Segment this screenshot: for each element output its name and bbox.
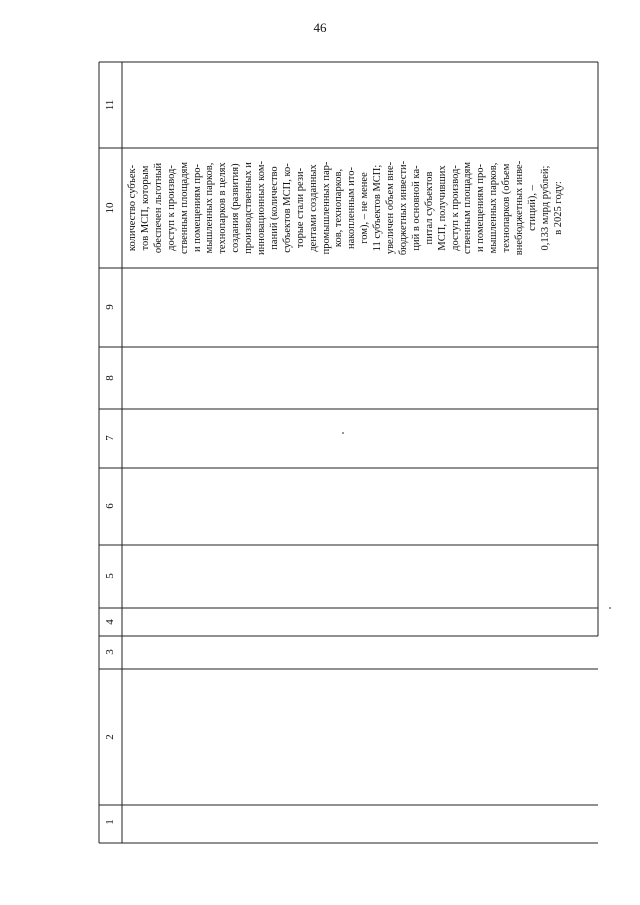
cell-text-line: бюджетных инвести- xyxy=(397,160,409,256)
cell-text-line: доступ к производ- xyxy=(165,165,177,251)
column-10-cell xyxy=(127,150,597,266)
scan-speck xyxy=(609,607,611,609)
cell-text-line: стиций), – xyxy=(526,185,538,231)
cell-text-line: гом), – не менее xyxy=(359,172,371,244)
cell-text-line: ственным площадям xyxy=(462,161,474,255)
column-header-10: 10 xyxy=(104,202,116,214)
cell-text-line: создания (развития) xyxy=(230,163,242,253)
cell-text-line: ков, технопарков, xyxy=(333,168,345,248)
column-header-1: 1 xyxy=(104,819,116,825)
page-number: 46 xyxy=(313,20,327,35)
cell-text-line: внебюджетных инве- xyxy=(514,160,525,256)
cell-text-line: количество субъек- xyxy=(127,164,138,252)
cell-text-line: производственных и xyxy=(243,162,255,254)
cell-text-line: дентами созданных xyxy=(307,164,319,252)
cell-text-line: 11 субъектов МСП; xyxy=(372,164,384,252)
cell-text-line: технопарков (объем xyxy=(501,163,513,253)
column-header-6: 6 xyxy=(104,503,116,509)
cell-text-line: и помещениям про- xyxy=(475,164,487,252)
column-header-4: 4 xyxy=(104,619,116,625)
cell-text-line: и помещениям про- xyxy=(191,164,203,252)
scan-speck xyxy=(342,432,344,434)
cell-text-line: ственным площадям xyxy=(178,161,190,255)
column-header-8: 8 xyxy=(104,375,116,381)
cell-text-line: обеспечен льготный xyxy=(152,162,164,254)
column-header-5: 5 xyxy=(104,573,116,579)
cell-text-line: доступ к производ- xyxy=(449,165,461,251)
cell-text-line: ций в основной ка- xyxy=(410,165,422,251)
cell-text-line: мышленных парков, xyxy=(204,162,216,254)
column-header-2: 2 xyxy=(104,734,116,740)
cell-text-line: инновационных ком- xyxy=(256,161,267,256)
column-header-3: 3 xyxy=(104,649,116,655)
cell-text-line: 0,133 млрд рублей; xyxy=(539,165,551,251)
cell-text-line: в 2025 году: xyxy=(552,181,564,235)
cell-text-line: субъектов МСП, ко- xyxy=(281,163,293,253)
column-header-7: 7 xyxy=(104,435,116,441)
cell-text-line: тов МСП, которым xyxy=(139,165,151,251)
column-header-9: 9 xyxy=(104,304,116,310)
cell-text-line: накопленным ито- xyxy=(346,167,358,249)
column-header-11: 11 xyxy=(104,99,116,111)
cell-text-line: торые стали рези- xyxy=(294,167,306,249)
cell-text-line: мышленных парков, xyxy=(488,162,500,254)
cell-text-line: питал субъектов xyxy=(423,171,435,245)
cell-text-line: МСП, получивших xyxy=(436,165,448,251)
cell-text-line: технопарков в целях xyxy=(217,162,229,254)
cell-text-line: промышленных пар- xyxy=(320,161,332,255)
cell-text-line: паний (количество xyxy=(268,166,280,250)
cell-text-line: увеличен объем вне- xyxy=(385,161,396,255)
